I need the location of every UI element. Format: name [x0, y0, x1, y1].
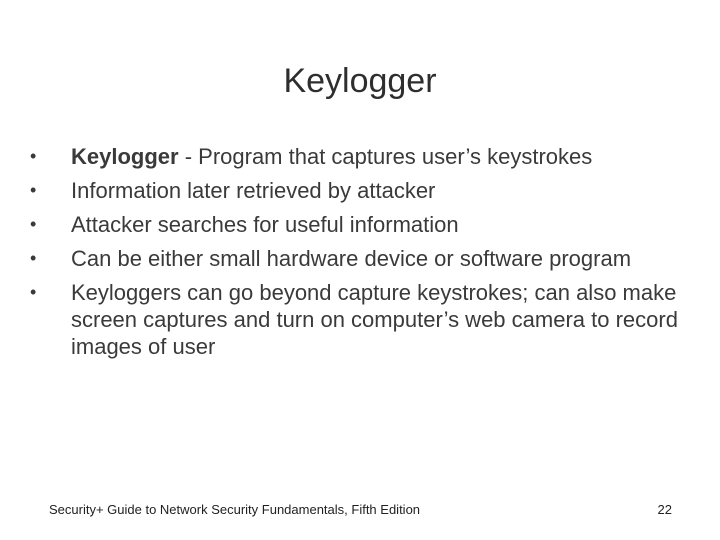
- bullet-item-keylogger-definition: [30, 143, 680, 170]
- bullet-item-hardware-software: [30, 245, 680, 272]
- slide-title: Keylogger: [283, 62, 437, 100]
- bullet-text: Information later retrieved by attacker: [71, 178, 436, 203]
- bullet-term: Keylogger: [71, 144, 179, 169]
- bullet-text: - Program that captures user’s keystrokes: [178, 144, 593, 169]
- bullet-icon: •: [30, 180, 37, 200]
- bullet-item-searches: [30, 211, 680, 238]
- bullet-text: Keyloggers can go beyond capture keystrokes; can also make screen captures and turn on computer’s web camera to record images of user: [71, 280, 678, 359]
- bullet-icon: •: [30, 214, 37, 234]
- bullet-icon: •: [30, 282, 37, 302]
- bullet-item-beyond-keystrokes: [30, 279, 680, 360]
- bullet-icon: •: [30, 146, 37, 166]
- footer-source: Security+ Guide to Network Security Fundamentals, Fifth Edition: [49, 502, 421, 517]
- page-number: 22: [657, 502, 672, 517]
- bullet-item-retrieved: [30, 177, 680, 204]
- bullet-icon: •: [30, 248, 37, 268]
- bullet-text: Attacker searches for useful information: [71, 212, 459, 237]
- bullet-text: Can be either small hardware device or software program: [71, 246, 632, 271]
- bullet-list: [30, 143, 680, 367]
